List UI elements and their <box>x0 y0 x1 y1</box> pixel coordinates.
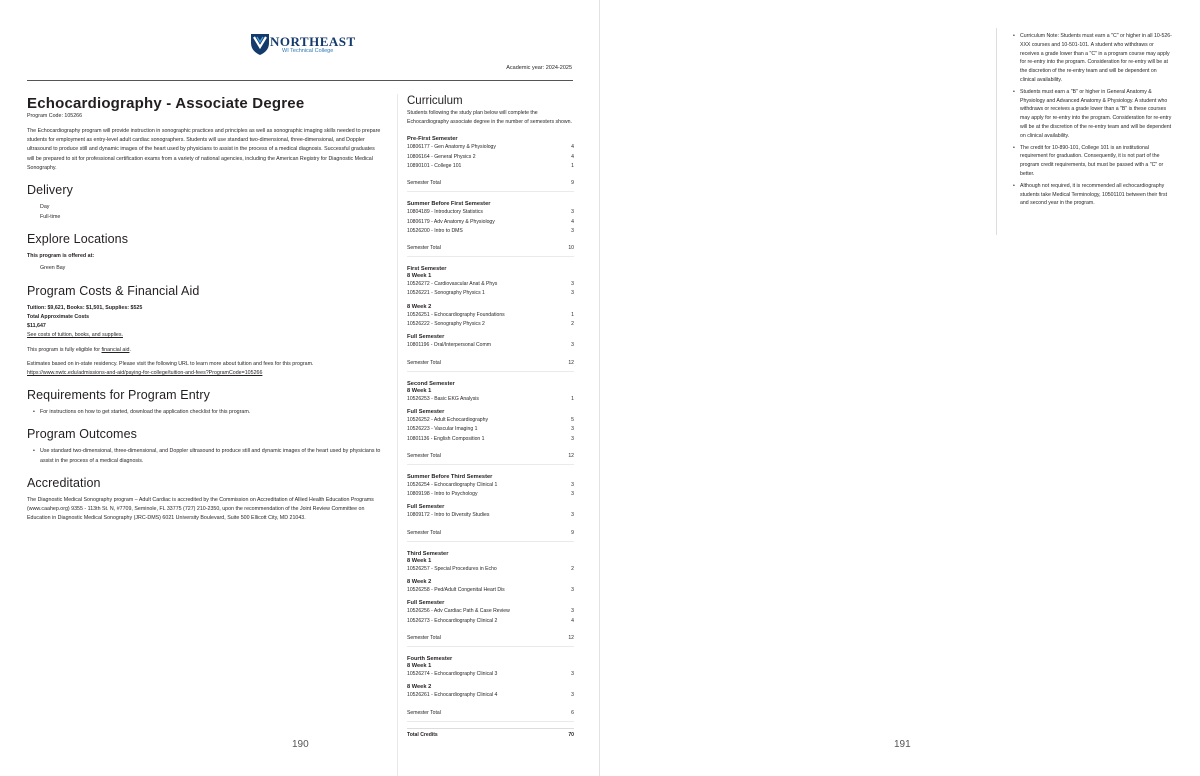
requirements-item: • For instructions on how to get started, download the application checklist for this program. <box>27 408 382 417</box>
delivery-item: Day <box>40 204 50 211</box>
semester-name: Third Semester <box>407 550 449 557</box>
course-credits: 3 <box>571 342 574 349</box>
course-name: 10526253 - Basic EKG Analysis <box>407 395 479 402</box>
curriculum-notes <box>1013 32 1173 211</box>
page-title: Echocardiography - Associate Degree <box>27 95 305 112</box>
course-name: 10809198 - Intro to Psychology <box>407 491 478 498</box>
course-group-label: 8 Week 1 <box>407 273 432 280</box>
semester-total-label: Semester Total <box>407 529 441 536</box>
course-credits: 3 <box>571 692 574 699</box>
course-row <box>407 162 574 171</box>
course-credits: 2 <box>571 565 574 572</box>
course-credits: 3 <box>571 227 574 234</box>
course-row <box>407 435 574 444</box>
semester-block <box>407 551 574 647</box>
course-name: 10526273 - Echocardiography Clinical 2 <box>407 617 498 624</box>
course-group <box>407 558 574 574</box>
semester-total-label: Semester Total <box>407 359 441 366</box>
course-row <box>407 490 574 499</box>
semester-total-label: Semester Total <box>407 452 441 459</box>
course-credits: 3 <box>571 587 574 594</box>
costs-heading: Program Costs & Financial Aid <box>27 283 200 298</box>
course-group-label: 8 Week 1 <box>407 557 432 564</box>
semester-block <box>407 266 574 371</box>
course-row <box>407 670 574 679</box>
locations-heading: Explore Locations <box>27 232 129 247</box>
course-name: 10801196 - Oral/Interpersonal Comm <box>407 342 491 349</box>
semester-total-value: 9 <box>571 529 574 536</box>
semester-name: Summer Before Third Semester <box>407 473 493 480</box>
aid-suffix: . <box>129 346 131 353</box>
course-row <box>407 691 574 700</box>
course-credits: 1 <box>571 163 574 169</box>
course-group <box>407 334 574 350</box>
tuition-url-link[interactable]: https://www.nwtc.edu/admissions-and-aid/paying-for-college/tuition-and-fees?ProgramCode=105266 <box>27 369 263 376</box>
course-name: 10809172 - Intro to Diversity Studies <box>407 512 490 519</box>
course-row <box>407 565 574 574</box>
course-row <box>407 511 574 520</box>
course-row <box>407 208 574 217</box>
semester-total-label: Semester Total <box>407 180 441 187</box>
course-name: 10806164 - General Physics 2 <box>407 153 476 160</box>
course-credits: 3 <box>571 435 574 442</box>
course-credits: 3 <box>571 426 574 433</box>
semester-total-row <box>407 634 574 647</box>
semester-block <box>407 474 574 542</box>
course-credits: 3 <box>571 209 574 216</box>
column-divider <box>397 94 398 776</box>
curriculum-column <box>407 95 574 738</box>
total-credits-value: 70 <box>568 731 574 738</box>
course-name: 10526254 - Echocardiography Clinical 1 <box>407 481 498 488</box>
course-name: 10526257 - Special Procedures in Echo <box>407 565 497 572</box>
course-group <box>407 388 574 404</box>
course-group <box>407 273 574 299</box>
course-credits: 3 <box>571 281 574 288</box>
course-group-label: Full Semester <box>407 600 445 607</box>
course-group <box>407 684 574 700</box>
semester-total-row <box>407 452 574 465</box>
delivery-list <box>27 203 382 222</box>
semester-list <box>407 136 574 721</box>
delivery-item: Full-time <box>40 213 61 220</box>
curriculum-heading: Curriculum <box>407 95 463 107</box>
semester-name: First Semester <box>407 266 447 273</box>
course-name: 10526272 - Cardiovascular Anat & Phys <box>407 281 498 288</box>
aid-prefix: This program is fully eligible for <box>27 346 102 353</box>
college-logo <box>250 32 360 58</box>
course-credits: 3 <box>571 290 574 297</box>
total-cost-value: $11,647 <box>27 323 46 330</box>
course-row <box>407 218 574 227</box>
semester-total-value: 12 <box>568 452 574 459</box>
course-row <box>407 395 574 404</box>
right-page <box>600 0 1200 776</box>
course-name: 10890101 - College 101 <box>407 163 462 169</box>
outcomes-heading: Program Outcomes <box>27 427 137 442</box>
requirements-heading: Requirements for Program Entry <box>27 388 210 403</box>
course-row <box>407 425 574 434</box>
note-item: • Although not required, it is recommended all echocardiography students take Medical Terminology, 10501101 between their first and second year in the program. <box>1013 182 1173 208</box>
course-name: 10801136 - English Composition 1 <box>407 435 485 442</box>
estimate-text: Estimates based on in-state residency. Please visit the following URL to learn more about tuition and fees for this program. <box>27 360 314 367</box>
course-group <box>407 600 574 626</box>
course-group <box>407 663 574 679</box>
course-credits: 4 <box>571 144 574 151</box>
semester-total-label: Semester Total <box>407 634 441 641</box>
course-group-label: Full Semester <box>407 408 445 415</box>
course-name: 10806177 - Gen Anatomy & Physiology <box>407 144 496 151</box>
course-name: 10526200 - Intro to DMS <box>407 227 463 234</box>
course-group <box>407 208 574 236</box>
course-credits: 3 <box>571 608 574 615</box>
course-group-label: Full Semester <box>407 504 445 511</box>
semester-total-value: 12 <box>568 359 574 366</box>
see-costs-link[interactable]: See costs of tuition, books, and supplies. <box>27 332 123 339</box>
course-name: 10526274 - Echocardiography Clinical 3 <box>407 670 498 677</box>
total-credits-row <box>407 728 574 738</box>
course-group <box>407 143 574 171</box>
course-name: 10526251 - Echocardiography Foundations <box>407 311 505 318</box>
accreditation-text: The Diagnostic Medical Sonography program – Adult Cardiac is accredited by the Commission on Accreditation of Allied Health Education Programs (www.caahep.org) 9355 - 113th St. N, #7709, Seminole, FL 33775 (727) 210-2350, upon the recommendation of the Joint Review Committee on Education in Diagnostic Medical Sonography (JRC-DMS) 6021 University Boulevard, Suite 500 Ellicott City, MD 21043. <box>27 496 374 522</box>
academic-year: Academic year: 2024-2025 <box>506 65 572 71</box>
delivery-heading: Delivery <box>27 183 73 198</box>
page-number-left: 190 <box>292 739 309 750</box>
semester-name: Fourth Semester <box>407 655 453 662</box>
outcomes-item: • Use standard two-dimensional, three-dimensional, and Doppler ultrasound to produce still and dynamic images of the heart used by physicians to assist in the process of a medical diagnosis. <box>27 447 382 465</box>
tuition-line: Tuition: $9,621, Books: $1,501, Supplies: $525 <box>27 304 143 311</box>
header-divider <box>27 80 573 81</box>
notes-divider <box>996 28 997 235</box>
semester-name: Second Semester <box>407 380 455 387</box>
course-credits: 2 <box>571 321 574 328</box>
page-number-right: 191 <box>894 739 911 750</box>
course-credits: 1 <box>571 311 574 318</box>
course-credits: 3 <box>571 481 574 488</box>
course-group-label: 8 Week 2 <box>407 579 432 586</box>
course-credits: 3 <box>571 670 574 677</box>
semester-total-value: 9 <box>571 180 574 187</box>
course-name: 10526221 - Sonography Physics 1 <box>407 290 485 297</box>
course-row <box>407 341 574 350</box>
course-row <box>407 143 574 152</box>
course-group <box>407 409 574 444</box>
course-name: 10526256 - Adv Cardiac Path & Case Review <box>407 608 510 615</box>
course-credits: 4 <box>571 153 574 160</box>
semester-block <box>407 656 574 722</box>
course-group <box>407 579 574 595</box>
note-item: • The credit for 10-890-101, College 101 is an institutional requirement for graduation. Consequently, it is not part of the program credit requirements, but must be passed with a "C" or better. <box>1013 144 1173 179</box>
course-group-label: 8 Week 2 <box>407 684 432 691</box>
course-name: 10804189 - Introductory Statistics <box>407 209 483 216</box>
course-credits: 4 <box>571 218 574 225</box>
course-credits: 4 <box>571 617 574 624</box>
semester-total-row <box>407 359 574 372</box>
course-group <box>407 304 574 330</box>
semester-name: Pre-First Semester <box>407 136 458 143</box>
course-row <box>407 311 574 320</box>
course-row <box>407 481 574 490</box>
program-code: Program Code: 105266 <box>27 113 83 119</box>
semester-block <box>407 201 574 257</box>
financial-aid-text <box>27 346 382 355</box>
course-row <box>407 227 574 236</box>
shield-logo-icon <box>250 32 270 56</box>
total-credits-label: Total Credits <box>407 731 438 738</box>
location-item: Green Bay <box>40 265 66 272</box>
course-name: 10526223 - Vascular Imaging 1 <box>407 426 478 433</box>
semester-total-label: Semester Total <box>407 709 441 716</box>
course-name: 10526258 - Ped/Adult Congenital Heart Dis <box>407 587 505 594</box>
semester-total-value: 12 <box>568 634 574 641</box>
course-name: 10526222 - Sonography Physics 2 <box>407 321 485 328</box>
course-name: 10806179 - Adv Anatomy & Physiology <box>407 218 495 225</box>
course-credits: 3 <box>571 491 574 498</box>
course-row <box>407 416 574 425</box>
course-name: 10526261 - Echocardiography Clinical 4 <box>407 692 498 699</box>
semester-total-value: 10 <box>568 245 574 252</box>
course-group-label: 8 Week 1 <box>407 662 432 669</box>
program-info-column <box>27 95 382 523</box>
semester-name: Summer Before First Semester <box>407 201 491 208</box>
course-row <box>407 607 574 616</box>
semester-total-row <box>407 244 574 257</box>
total-cost-label: Total Approximate Costs <box>27 313 90 320</box>
course-row <box>407 617 574 626</box>
program-description: The Echocardiography program will provide instruction in sonographic practices and principles as well as sonographic imaging skills needed to prepare students for employment as entry-level adult cardiac sonographers. Students will use standard two-dimensional, three-dimensional, and Doppler ultrasound to produce still and dynamic images of the heart used by physicians to assist in the process of a medical diagnosis. Successful graduates will be prepared to sit for professional certification exams from a variety of national agencies, including the American Registry for Diagnostic Medical Sonography. <box>27 128 381 171</box>
note-item: • Students must earn a "B" or higher in General Anatomy & Physiology and Advanced Anatomy & Physiology. A student who withdraws or receives a grade lower than a "B" is these courses may apply for re-entry into the program. Consideration for re-entry will be at the discretion of the re-entry team and will be dependent on clinical availability. <box>1013 88 1173 141</box>
semester-total-row <box>407 529 574 542</box>
semester-total-value: 6 <box>571 709 574 716</box>
course-credits: 3 <box>571 512 574 519</box>
course-group-label: 8 Week 2 <box>407 303 432 310</box>
semester-total-label: Semester Total <box>407 245 441 252</box>
course-group <box>407 481 574 500</box>
course-name: 10526252 - Adult Echocardiography <box>407 416 488 423</box>
course-row <box>407 289 574 298</box>
course-group <box>407 504 574 520</box>
course-group-label: Full Semester <box>407 334 445 341</box>
financial-aid-link[interactable]: financial aid <box>101 346 130 353</box>
course-credits: 5 <box>571 416 574 423</box>
logo-subtitle: WI Technical College <box>282 48 334 54</box>
semester-block <box>407 136 574 192</box>
course-row <box>407 320 574 329</box>
course-row <box>407 586 574 595</box>
semester-total-row <box>407 709 574 722</box>
course-row <box>407 153 574 162</box>
note-item: • Curriculum Note: Students must earn a "C" or higher in all 10-526-XXX courses and 10-501-101. A student who withdraws or receives a grade lower than a "C" in a program course may apply for re-entry into the program. Consideration for re-entry will be at the discretion of the re-entry team and will be dependent on clinical availability. <box>1013 32 1173 85</box>
course-credits: 1 <box>571 395 574 402</box>
course-row <box>407 280 574 289</box>
locations-intro: This program is offered at: <box>27 253 95 260</box>
course-group-label: 8 Week 1 <box>407 387 432 394</box>
accreditation-heading: Accreditation <box>27 475 101 490</box>
semester-total-row <box>407 179 574 192</box>
curriculum-intro: Students following the study plan below will complete the Echocardiography associate degree in the number of semesters shown. <box>407 110 572 126</box>
logo-name: NORTHEAST <box>270 34 356 49</box>
semester-block <box>407 381 574 465</box>
